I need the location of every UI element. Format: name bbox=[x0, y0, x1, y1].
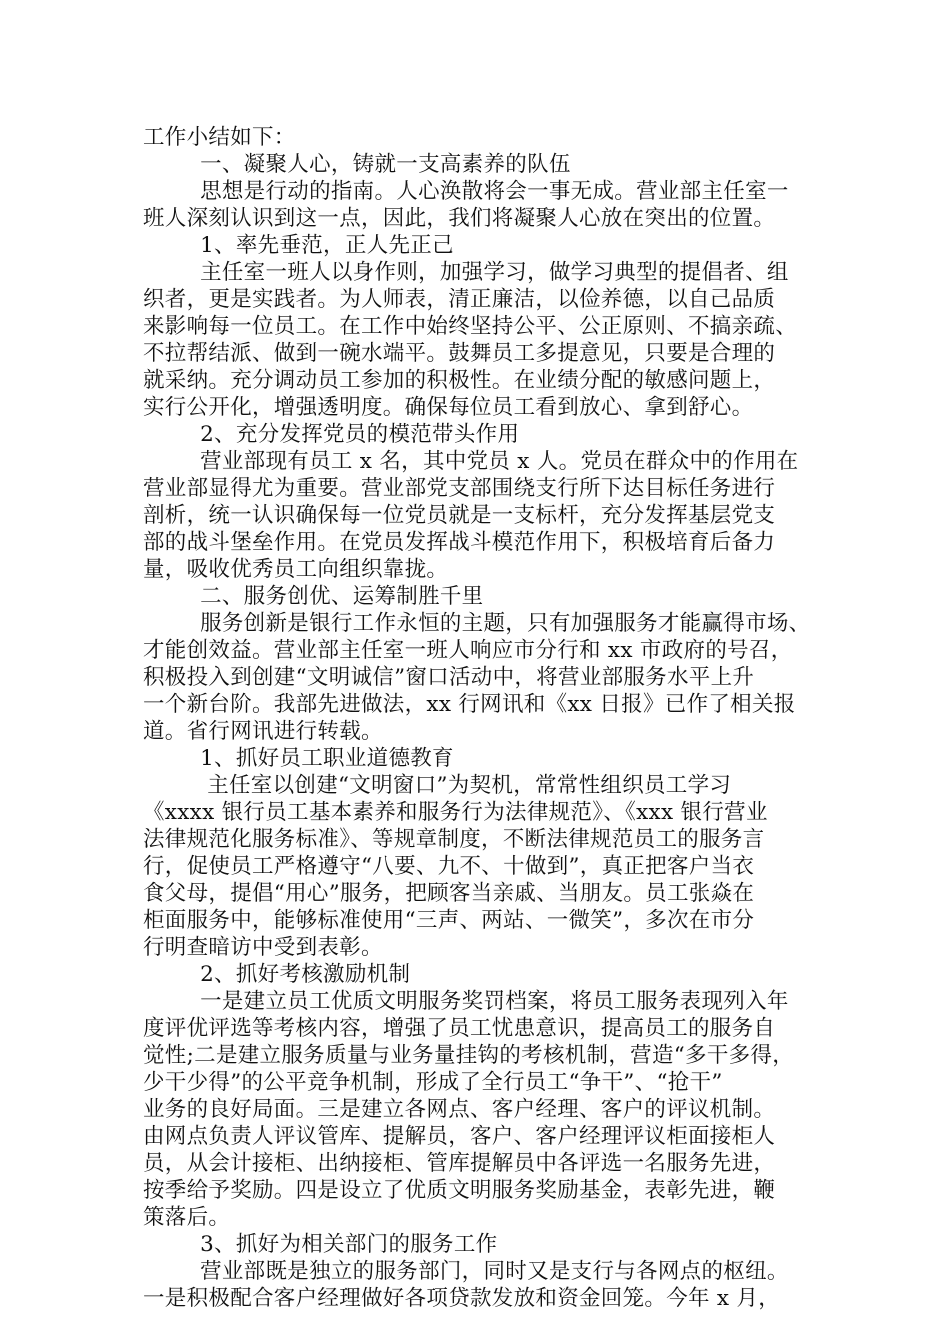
text-line: 一是积极配合客户经理做好各项贷款发放和资金回笼。今年 x 月， bbox=[143, 1286, 781, 1311]
text-line: 觉性;二是建立服务质量与业务量挂钩的考核机制，营造“多干多得， bbox=[143, 1043, 795, 1068]
text-line: 实行公开化，增强透明度。确保每位员工看到放心、拿到舒心。 bbox=[143, 395, 754, 420]
text-line: 策落后。 bbox=[143, 1205, 231, 1230]
text-line: 按季给予奖励。四是设立了优质文明服务奖励基金，表彰先进，鞭 bbox=[143, 1178, 776, 1203]
text-line: 部的战斗堡垒作用。在党员发挥战斗模范作用下，积极培育后备力 bbox=[143, 530, 776, 555]
text-line: 一是建立员工优质文明服务奖罚档案，将员工服务表现列入年 bbox=[143, 989, 789, 1014]
text-line: 柜面服务中，能够标准使用“三声、两站、一微笑”，多次在市分 bbox=[143, 908, 755, 933]
text-line: 2、充分发挥党员的模范带头作用 bbox=[143, 422, 520, 447]
text-line: 业务的良好局面。三是建立各网点、客户经理、客户的评议机制。 bbox=[143, 1097, 776, 1122]
text-line: 1、率先垂范，正人先正己 bbox=[143, 233, 454, 258]
text-line: 营业部既是独立的服务部门，同时又是支行与各网点的枢纽。 bbox=[143, 1259, 789, 1284]
text-line: 二、服务创优、运筹制胜千里 bbox=[143, 584, 484, 609]
text-line: 服务创新是银行工作永恒的主题，只有加强服务才能赢得市场、 bbox=[143, 611, 811, 636]
text-line: 主任室以创建“文明窗口”为契机，常常性组织员工学习 bbox=[143, 773, 732, 798]
text-line: 织者，更是实践者。为人师表，清正廉洁，以俭养德，以自己品质 bbox=[143, 287, 776, 312]
text-line: 就采纳。充分调动员工参加的积极性。在业绩分配的敏感问题上， bbox=[143, 368, 776, 393]
text-line: 思想是行动的指南。人心涣散将会一事无成。营业部主任室一 bbox=[143, 179, 789, 204]
text-line: 由网点负责人评议管库、提解员，客户、客户经理评议柜面接柜人 bbox=[143, 1124, 776, 1149]
text-line: 3、抓好为相关部门的服务工作 bbox=[143, 1232, 498, 1257]
text-line: 主任室一班人以身作则，加强学习，做学习典型的提倡者、组 bbox=[143, 260, 789, 285]
text-line: 积极投入到创建“文明诚信”窗口活动中，将营业部服务水平上升 bbox=[143, 665, 755, 690]
text-line: 2、抓好考核激励机制 bbox=[143, 962, 411, 987]
text-line: 才能创效益。营业部主任室一班人响应市分行和 xx 市政府的号召， bbox=[143, 638, 793, 663]
text-line: 度评优评选等考核内容，增强了员工忧患意识，提高员工的服务自 bbox=[143, 1016, 776, 1041]
document-body bbox=[143, 124, 811, 1312]
text-line: 来影响每一位员工。在工作中始终坚持公平、公正原则、不搞亲疏、 bbox=[143, 314, 798, 339]
text-line: 营业部显得尤为重要。营业部党支部围绕支行所下达目标任务进行 bbox=[143, 476, 776, 501]
text-line: 不拉帮结派、做到一碗水端平。鼓舞员工多提意见，只要是合理的 bbox=[143, 341, 776, 366]
text-line: 1、抓好员工职业道德教育 bbox=[143, 746, 454, 771]
text-line: 食父母，提倡“用心”服务，把顾客当亲戚、当朋友。员工张焱在 bbox=[143, 881, 755, 906]
text-line: 工作小结如下： bbox=[143, 125, 296, 150]
text-line: 法律规范化服务标准》、等规章制度，不断法律规范员工的服务言 bbox=[143, 827, 765, 852]
text-line: 剖析，统一认识确保每一位党员就是一支标杆，充分发挥基层党支 bbox=[143, 503, 776, 528]
text-line: 量，吸收优秀员工向组织靠拢。 bbox=[143, 557, 449, 582]
text-line: 行明查暗访中受到表彰。 bbox=[143, 935, 383, 960]
text-line: 一个新台阶。我部先进做法，xx 行网讯和《xx 日报》已作了相关报 bbox=[143, 692, 796, 717]
text-line: 营业部现有员工 x 名，其中党员 x 人。党员在群众中的作用在 bbox=[143, 449, 799, 474]
text-line: 行，促使员工严格遵守“八要、九不、十做到”，真正把客户当衣 bbox=[143, 854, 755, 879]
text-line: 《xxxx 银行员工基本素养和服务行为法律规范》、《xxx 银行营业 bbox=[143, 800, 768, 825]
text-line: 员，从会计接柜、出纳接柜、管库提解员中各评选一名服务先进， bbox=[143, 1151, 776, 1176]
text-line: 道。省行网讯进行转载。 bbox=[143, 719, 383, 744]
text-line: 班人深刻认识到这一点，因此，我们将凝聚人心放在突出的位置。 bbox=[143, 206, 776, 231]
text-line: 一、凝聚人心，铸就一支高素养的队伍 bbox=[143, 152, 571, 177]
text-line: 少干少得”的公平竞争机制，形成了全行员工“争干”、“抢干” bbox=[143, 1070, 723, 1095]
